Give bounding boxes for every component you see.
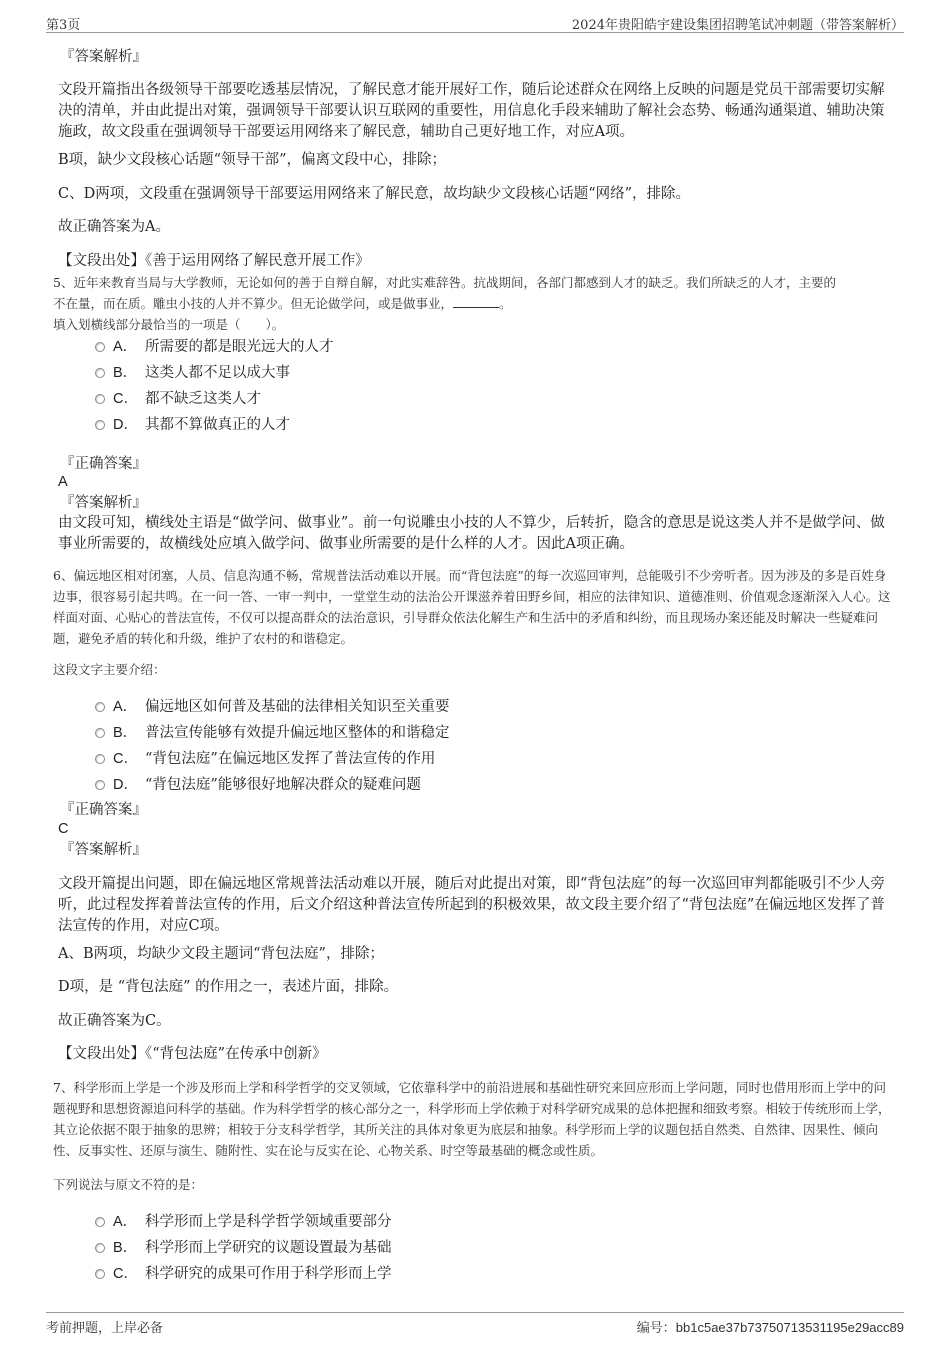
radio-icon[interactable] <box>95 780 105 790</box>
radio-icon[interactable] <box>95 754 105 764</box>
source-citation: 【文段出处】《“背包法庭”在传承中创新》 <box>58 1046 327 1062</box>
answer-analysis-label: 『答案解析』 <box>60 842 147 858</box>
option-a[interactable]: A． 科学形而上学是科学哲学领域重要部分 <box>95 1210 392 1234</box>
question-prompt: 这段文字主要介绍： <box>53 662 166 677</box>
page-header <box>46 10 904 33</box>
correct-answer-label: 『正确答案』 <box>60 456 147 472</box>
radio-icon[interactable] <box>95 728 105 738</box>
document-title: 2024年贵阳皓宇建设集团招聘笔试冲刺题（带答案解析） <box>571 18 904 33</box>
radio-icon[interactable] <box>95 1243 105 1253</box>
option-d[interactable]: D． “背包法庭”能够很好地解决群众的疑难问题 <box>95 773 421 797</box>
question-stem: 6、偏远地区相对闭塞，人员、信息沟通不畅，常规普法活动难以开展。而“背包法庭”的每一次巡回审判，总能吸引不少旁听者。因为涉及的多是百姓身边事，很容易引起共鸣。在一问一答、一审一判中，一堂堂生动的法治公开课滋养着田野乡间，相应的法律知识、道德准则、价值观念逐渐深入人心。这样面对面、心贴心的普法宣传，不仅可以提高群众的法治意识，引导群众依法化解生产和生活中的矛盾和纠纷，而且现场办案还能及时解决一些疑难问题，避免矛盾的转化和升级，维护了农村的和谐稳定。 <box>53 568 891 646</box>
question-prompt: 下列说法与原文不符的是： <box>53 1177 204 1192</box>
option-b[interactable]: B． 科学形而上学研究的议题设置最为基础 <box>95 1236 392 1260</box>
page-number: 第3页 <box>46 18 81 33</box>
radio-icon[interactable] <box>95 342 105 352</box>
option-c[interactable]: C． “背包法庭”在偏远地区发挥了普法宣传的作用 <box>95 747 435 771</box>
option-c[interactable]: C． 都不缺乏这类人才 <box>95 387 261 411</box>
option-b[interactable]: B． 普法宣传能够有效提升偏远地区整体的和谐稳定 <box>95 721 450 745</box>
analysis-paragraph: 由文段可知，横线处主语是“做学问、做事业”。前一句说雕虫小技的人不算少，后转折，隐含的意思是说这类人并不是做学问、做事业所需要的，故横线处应填入做学问、做事业所需要的是什么样的人才。因此A项正确。 <box>58 515 885 552</box>
correct-answer: A <box>58 474 68 490</box>
analysis-paragraph: B项，缺少文段核心话题“领导干部”，偏离文段中心，排除； <box>58 152 446 168</box>
analysis-paragraph: D项，是 “背包法庭” 的作用之一，表述片面，排除。 <box>58 979 399 995</box>
question-stem: 5、近年来教育当局与大学教师，无论如何的善于自辩自解，对此实难辞咎。抗战期间，各部门都感到人才的缺乏。我们所缺乏的人才，主要的 不在量，而在质。雕虫小技的人并不算少。但无论做学问，或是做事业， 。 填入划横线部分最恰当的一项是（ ）。 <box>53 275 836 332</box>
analysis-paragraph: 文段开篇指出各级领导干部要吃透基层情况，了解民意才能开展好工作，随后论述群众在网络上反映的问题是党员干部需要切实解决的清单，并由此提出对策，强调领导干部要认识互联网的重要性，用信息化手段来辅助了解社会态势、畅通沟通渠道、辅助决策施政，故文段重在强调领导干部要运用网络来了解民意，辅助自己更好地工作，对应A项。 <box>58 82 885 140</box>
correct-answer-label: 『正确答案』 <box>60 802 147 818</box>
document-id: 编号：bb1c5ae37b73750713531195e29acc89 <box>636 1320 904 1336</box>
radio-icon[interactable] <box>95 394 105 404</box>
analysis-paragraph: A、B两项，均缺少文段主题词“背包法庭”，排除； <box>58 946 384 962</box>
footer-slogan: 考前押题，上岸必备 <box>46 1321 164 1336</box>
answer-analysis-label: 『答案解析』 <box>60 495 147 511</box>
page-footer <box>46 1312 904 1337</box>
option-b[interactable]: B． 这类人都不足以成大事 <box>95 361 290 385</box>
question-prompt: 填入划横线部分最恰当的一项是（ ）。 <box>53 317 285 332</box>
radio-icon[interactable] <box>95 1269 105 1279</box>
answer-analysis-label: 『答案解析』 <box>60 49 147 65</box>
option-d[interactable]: D． 其都不算做真正的人才 <box>95 413 290 437</box>
radio-icon[interactable] <box>95 368 105 378</box>
correct-answer: C <box>58 821 69 837</box>
question-stem: 7、科学形而上学是一个涉及形而上学和科学哲学的交叉领域，它依靠科学中的前沿进展和基础性研究来回应形而上学问题，同时也借用形而上学中的问题视野和思想资源追问科学的基础。作为科学哲学的核心部分之一，科学形而上学依赖于对科学研究成果的总体把握和细致考察。相较于传统形而上学，其立论依据不限于抽象的思辨；相较于分支科学哲学，其所关注的具体对象更为底层和抽象。科学形而上学的议题包括自然类、自然律、因果性、倾向性、反事实性、还原与演生、随附性、实在论与反实在论、心物关系、时空等最基础的概念或性质。 <box>53 1080 891 1158</box>
option-a[interactable]: A． 所需要的都是眼光远大的人才 <box>95 335 334 359</box>
option-a[interactable]: A． 偏远地区如何普及基础的法律相关知识至关重要 <box>95 695 450 719</box>
analysis-paragraph: C、D两项，文段重在强调领导干部要运用网络来了解民意，故均缺少文段核心话题“网络”，排除。 <box>58 186 691 202</box>
option-c[interactable]: C． 科学研究的成果可作用于科学形而上学 <box>95 1262 392 1286</box>
final-answer: 故正确答案为A。 <box>58 219 170 235</box>
source-citation: 【文段出处】《善于运用网络了解民意开展工作》 <box>58 253 370 269</box>
radio-icon[interactable] <box>95 420 105 430</box>
radio-icon[interactable] <box>95 702 105 712</box>
radio-icon[interactable] <box>95 1217 105 1227</box>
final-answer: 故正确答案为C。 <box>58 1013 171 1029</box>
analysis-paragraph: 文段开篇提出问题，即在偏远地区常规普法活动难以开展，随后对此提出对策，即“背包法庭”的每一次巡回审判都能吸引不少人旁听，此过程发挥着普法宣传的作用，后文介绍这种普法宣传所起到的积极效果，故文段主要介绍了“背包法庭”在偏远地区发挥了普法宣传的作用，对应C项。 <box>58 876 885 934</box>
fill-blank <box>453 295 499 308</box>
